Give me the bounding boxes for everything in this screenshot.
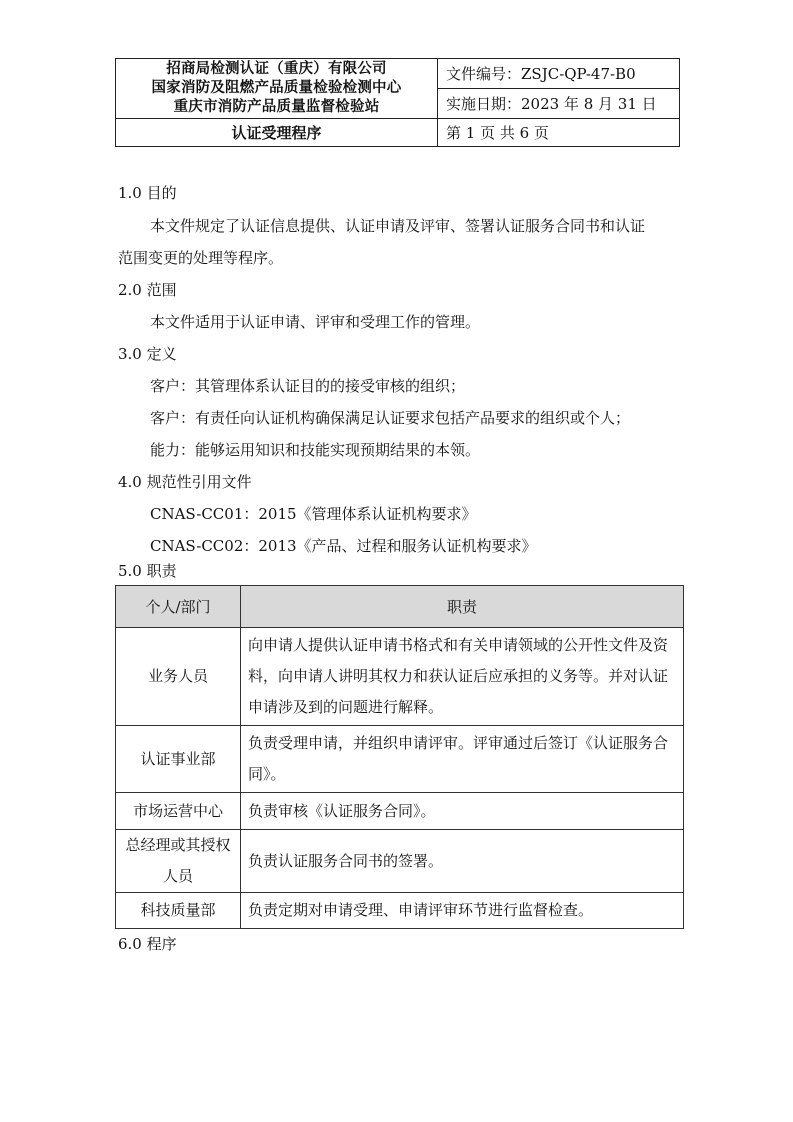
dept-cell: 市场运营中心 <box>116 793 241 830</box>
table-header-row <box>116 586 684 628</box>
table-row <box>116 793 684 830</box>
organization-names <box>116 59 438 119</box>
duty-cell: 负责认证服务合同书的签署。 <box>241 830 684 893</box>
column-header-dept: 个人/部门 <box>116 586 241 628</box>
section-heading-references: 4.0 规范性引用文件 <box>118 473 252 491</box>
section-heading-duties: 5.0 职责 <box>118 562 177 580</box>
page-number: 第 1 页 共 6 页 <box>438 119 680 147</box>
document-number: 文件编号：ZSJC-QP-47-B0 <box>438 59 680 89</box>
table-row <box>116 893 684 929</box>
section-heading-purpose: 1.0 目的 <box>118 184 177 202</box>
effective-date: 实施日期：2023 年 8 月 31 日 <box>438 89 680 119</box>
duty-cell: 向申请人提供认证申请书格式和有关申请领域的公开性文件及资料，向申请人讲明其权力和获认证后应承担的义务等。并对认证申请涉及到的问题进行解释。 <box>241 628 684 726</box>
document-header-table <box>115 58 680 147</box>
dept-cell: 认证事业部 <box>116 726 241 793</box>
reference-line: CNAS-CC01：2015《管理体系认证机构要求》 <box>150 505 477 523</box>
definition-line: 客户：有责任向认证机构确保满足认证要求包括产品要求的组织或个人； <box>150 409 631 427</box>
dept-cell: 业务人员 <box>116 628 241 726</box>
paragraph-line: 范围变更的处理等程序。 <box>118 249 284 267</box>
organization-name-line: 招商局检测认证（重庆）有限公司 <box>166 61 387 77</box>
section-heading-scope: 2.0 范围 <box>118 281 177 299</box>
definition-line: 客户：其管理体系认证目的的接受审核的组织； <box>150 377 466 395</box>
table-row <box>116 726 684 793</box>
column-header-duty: 职责 <box>241 586 684 628</box>
paragraph-line: 本文件规定了认证信息提供、认证申请及评审、签署认证服务合同书和认证 <box>150 217 646 235</box>
document-title: 认证受理程序 <box>116 119 438 147</box>
duty-cell: 负责审核《认证服务合同》。 <box>241 793 684 830</box>
definition-line: 能力：能够运用知识和技能实现预期结果的本领。 <box>150 441 481 459</box>
duty-cell: 负责受理申请，并组织申请评审。评审通过后签订《认证服务合同》。 <box>241 726 684 793</box>
organization-name-line: 国家消防及阻燃产品质量检验检测中心 <box>151 80 402 96</box>
section-heading-procedure: 6.0 程序 <box>118 935 177 953</box>
dept-cell: 科技质量部 <box>116 893 241 929</box>
duty-cell: 负责定期对申请受理、申请评审环节进行监督检查。 <box>241 893 684 929</box>
duties-table <box>115 585 684 929</box>
table-row <box>116 830 684 893</box>
table-row <box>116 628 684 726</box>
paragraph-line: 本文件适用于认证申请、评审和受理工作的管理。 <box>150 313 481 331</box>
section-heading-definitions: 3.0 定义 <box>118 345 177 363</box>
organization-name-line: 重庆市消防产品质量监督检验站 <box>173 99 380 115</box>
dept-cell: 总经理或其授权人员 <box>116 830 241 893</box>
reference-line: CNAS-CC02：2013《产品、过程和服务认证机构要求》 <box>150 537 537 555</box>
